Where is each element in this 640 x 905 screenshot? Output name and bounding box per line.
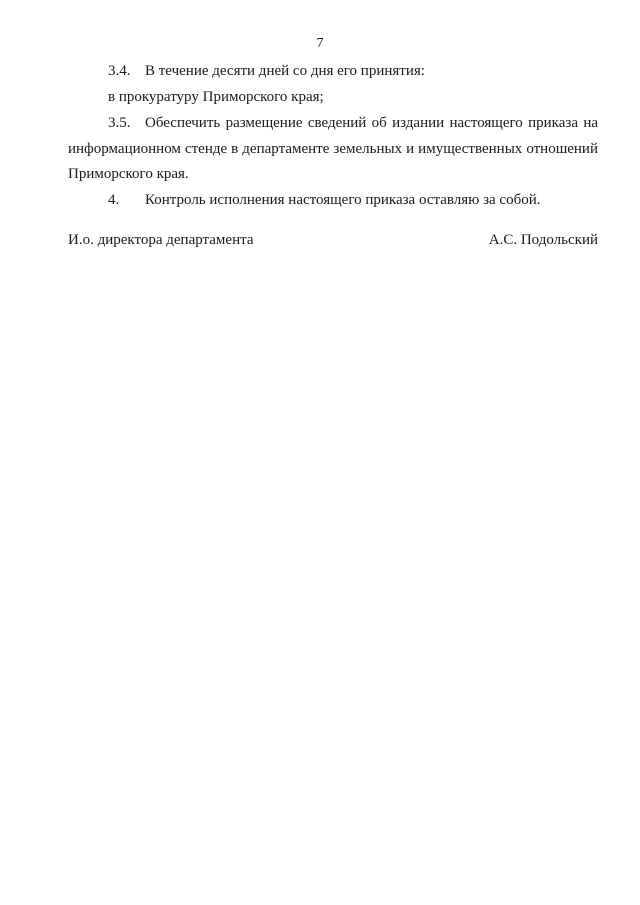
item-text-3-5-line3: Приморского края. <box>68 166 189 182</box>
item-number-3-4: 3.4. <box>108 63 131 79</box>
item-text-3-5-line1: Обеспечить размещение сведений об издании настоящего приказа на <box>145 115 598 131</box>
page-number: 7 <box>316 36 324 51</box>
signatory-position: И.о. директора департамента <box>68 232 254 248</box>
signatory-name: А.С. Подольский <box>488 232 598 248</box>
item-number-4: 4. <box>108 192 120 208</box>
item-continuation-3-4: в прокуратуру Приморского края; <box>108 89 324 105</box>
item-text-4: Контроль исполнения настоящего приказа оставляю за собой. <box>145 192 541 208</box>
item-text-3-5-line2: информационном стенде в департаменте земельных и имущественных отношений <box>68 141 598 157</box>
item-number-3-5: 3.5. <box>108 115 131 131</box>
item-text-3-4: В течение десяти дней со дня его принятия: <box>145 63 425 79</box>
signature-block <box>68 232 598 252</box>
